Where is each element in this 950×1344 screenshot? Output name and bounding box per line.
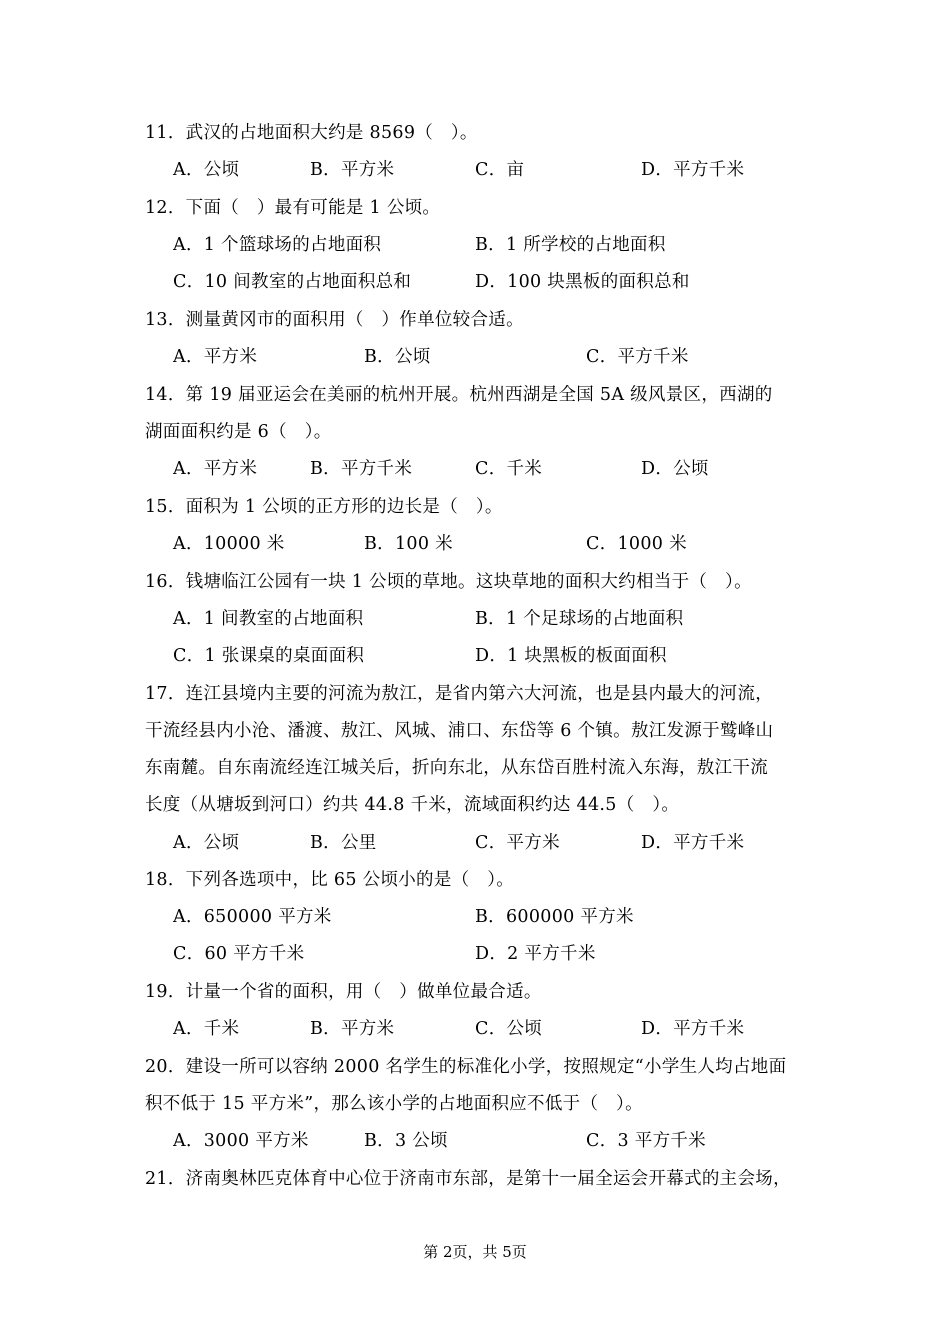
option-b: B．100 米 bbox=[364, 534, 453, 554]
option-a: A．1 个篮球场的占地面积 bbox=[173, 235, 382, 255]
option-c: C．公顷 bbox=[475, 1019, 543, 1039]
option-a: A．650000 平方米 bbox=[173, 907, 332, 927]
option-a: A．公顷 bbox=[173, 160, 240, 180]
option-b: B．1 个足球场的占地面积 bbox=[475, 609, 684, 629]
question-18-stem: 18．下列各选项中，比 65 公顷小的是（ ）。 bbox=[145, 870, 515, 890]
option-b: B．1 所学校的占地面积 bbox=[475, 235, 666, 255]
question-12-options-row1 bbox=[173, 233, 853, 257]
option-c: C．60 平方千米 bbox=[173, 944, 305, 964]
question-17-options bbox=[173, 831, 853, 855]
option-b: B．3 公顷 bbox=[364, 1131, 448, 1151]
option-a: A．平方米 bbox=[173, 347, 258, 367]
question-17-stem-line1: 17．连江县境内主要的河流为敖江，是省内第六大河流，也是县内最大的河流， bbox=[145, 684, 774, 704]
option-a: A．1 间教室的占地面积 bbox=[173, 609, 364, 629]
option-a: A．10000 米 bbox=[173, 534, 285, 554]
option-d: D．平方千米 bbox=[641, 160, 745, 180]
question-16-options-row2 bbox=[173, 644, 853, 668]
option-a: A．平方米 bbox=[173, 459, 258, 479]
option-b: B．平方千米 bbox=[310, 459, 413, 479]
option-a: A．3000 平方米 bbox=[173, 1131, 309, 1151]
question-20-options bbox=[173, 1129, 853, 1153]
option-c: C．平方千米 bbox=[586, 347, 689, 367]
question-18-options-row1 bbox=[173, 905, 853, 929]
question-13-options bbox=[173, 345, 853, 369]
question-14-stem-line2: 湖面面积约是 6（ ）。 bbox=[145, 422, 332, 442]
option-c: C．亩 bbox=[475, 160, 525, 180]
option-d: D．平方千米 bbox=[641, 1019, 745, 1039]
question-16-stem: 16．钱塘临江公园有一块 1 公顷的草地。这块草地的面积大约相当于（ ）。 bbox=[145, 572, 752, 592]
question-15-options bbox=[173, 532, 853, 556]
option-a: A．千米 bbox=[173, 1019, 240, 1039]
option-d: D．100 块黑板的面积总和 bbox=[475, 272, 690, 292]
question-20-stem-line2: 积不低于 15 平方米”，那么该小学的占地面积应不低于（ ）。 bbox=[145, 1094, 643, 1114]
question-12-stem: 12．下面（ ）最有可能是 1 公顷。 bbox=[145, 198, 441, 218]
option-c: C．平方米 bbox=[475, 833, 560, 853]
question-19-options bbox=[173, 1017, 853, 1041]
question-11-stem: 11．武汉的占地面积大约是 8569（ ）。 bbox=[145, 123, 478, 143]
option-b: B．公顷 bbox=[364, 347, 431, 367]
question-19-stem: 19．计量一个省的面积，用（ ）做单位最合适。 bbox=[145, 982, 542, 1002]
question-17-stem-line3: 东南麓。自东南流经连江城关后，折向东北，从东岱百胜村流入东海，敖江干流 bbox=[145, 758, 768, 778]
question-21-stem: 21．济南奥林匹克体育中心位于济南市东部，是第十一届全运会开幕式的主会场， bbox=[145, 1169, 791, 1189]
option-d: D．平方千米 bbox=[641, 833, 745, 853]
option-b: B．平方米 bbox=[310, 160, 395, 180]
page-footer: 第 2页，共 5页 bbox=[423, 1243, 527, 1261]
question-18-options-row2 bbox=[173, 942, 853, 966]
option-a: A．公顷 bbox=[173, 833, 240, 853]
option-c: C．3 平方千米 bbox=[586, 1131, 706, 1151]
option-b: B．平方米 bbox=[310, 1019, 395, 1039]
question-14-options bbox=[173, 457, 853, 481]
option-b: B．600000 平方米 bbox=[475, 907, 634, 927]
option-c: C．10 间教室的占地面积总和 bbox=[173, 272, 412, 292]
question-13-stem: 13．测量黄冈市的面积用（ ）作单位较合适。 bbox=[145, 310, 524, 330]
option-d: D．2 平方千米 bbox=[475, 944, 596, 964]
question-12-options-row2 bbox=[173, 270, 853, 294]
option-b: B．公里 bbox=[310, 833, 377, 853]
option-d: D．1 块黑板的板面面积 bbox=[475, 646, 667, 666]
question-17-stem-line4: 长度（从塘坂到河口）约共 44.8 千米，流域面积约达 44.5（ ）。 bbox=[145, 795, 680, 815]
question-17-stem-line2: 干流经县内小沧、潘渡、敖江、风城、浦口、东岱等 6 个镇。敖江发源于鹫峰山 bbox=[145, 721, 774, 741]
question-20-stem-line1: 20．建设一所可以容纳 2000 名学生的标准化小学，按照规定“小学生人均占地面 bbox=[145, 1057, 787, 1077]
question-16-options-row1 bbox=[173, 607, 853, 631]
question-15-stem: 15．面积为 1 公顷的正方形的边长是（ ）。 bbox=[145, 497, 503, 517]
option-d: D．公顷 bbox=[641, 459, 709, 479]
question-14-stem-line1: 14．第 19 届亚运会在美丽的杭州开展。杭州西湖是全国 5A 级风景区，西湖的 bbox=[145, 385, 773, 405]
option-c: C．千米 bbox=[475, 459, 543, 479]
option-c: C．1 张课桌的桌面面积 bbox=[173, 646, 365, 666]
question-11-options bbox=[173, 158, 853, 182]
option-c: C．1000 米 bbox=[586, 534, 687, 554]
